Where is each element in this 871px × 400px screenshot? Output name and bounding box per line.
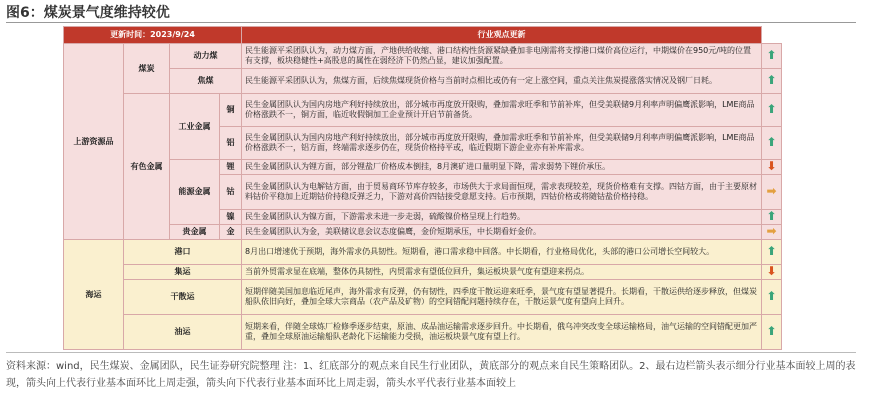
trend-cell bbox=[762, 127, 782, 160]
table-row bbox=[64, 265, 782, 280]
table-row bbox=[64, 69, 782, 94]
view-text: 8月出口增速优于预期，海外需求仍具韧性。短期看，港口需求稳中回落。中长期看，行业格局优化，头部的港口公司增长空间较大。 bbox=[242, 240, 762, 265]
arrow-down-icon: ⬇ bbox=[766, 264, 777, 278]
table-row bbox=[64, 160, 782, 175]
view-text: 民生金属团队认为镍方面，下游需求未进一步走弱，硫酸镍价格呈现上行趋势。 bbox=[242, 210, 762, 225]
view-text: 民生金属团队认为国内房地产利好持续放出，部分城市再度放开限购，叠加需求旺季和节前补库，但受美联储9月利率声明偏鹰派影响，LME商品价格涨跌不一，铜方面，临近收假铜加工企业预计开启节前备货。 bbox=[242, 94, 762, 127]
arrow-down-icon: ⬇ bbox=[766, 159, 777, 173]
arrow-up-icon: ⬆ bbox=[766, 135, 777, 149]
trend-cell bbox=[762, 210, 782, 225]
table-row bbox=[64, 315, 782, 350]
view-text: 民生金属团队认为锂方面，部分锂盐厂价格成本倒挂，8月澳矿进口量明显下降，需求弱势下锂价承压。 bbox=[242, 160, 762, 175]
view-title: 行业观点更新 bbox=[242, 27, 762, 44]
item-label: 集运 bbox=[124, 265, 242, 280]
arrow-right-icon: ➡ bbox=[766, 224, 777, 238]
item-label: 锂 bbox=[220, 160, 242, 175]
section-industrial-metals: 工业金属 bbox=[170, 94, 220, 160]
footer-rule bbox=[6, 352, 856, 353]
arrow-up-icon: ⬆ bbox=[766, 289, 777, 303]
view-text: 短期伴随美国加息临近尾声，海外需求有反弹，仍有韧性，四季度干散运迎来旺季，景气度有望显著提升。长期看，干散运供给逐步释放，但煤炭船队依旧向好，叠加全球大宗商品（农产品及矿物）的空间错配问题持续存在，干散运景气度有望向上回升。 bbox=[242, 280, 762, 315]
table-row bbox=[64, 280, 782, 315]
arrow-up-icon: ⬆ bbox=[766, 48, 777, 62]
item-label: 金 bbox=[220, 225, 242, 240]
item-label: 焦煤 bbox=[170, 69, 242, 94]
section-precious-metals: 贵金属 bbox=[170, 225, 220, 240]
item-label: 铝 bbox=[220, 127, 242, 160]
trend-cell bbox=[762, 175, 782, 210]
table-row bbox=[64, 240, 782, 265]
trend-cell bbox=[762, 69, 782, 94]
title-rule bbox=[6, 22, 856, 23]
section-upstream: 上游资源品 bbox=[64, 44, 124, 240]
source-note: 资料来源：wind，民生煤炭、金属团队，民生证券研究院整理 注：1、红底部分的观点来自民生行业团队，黄底部分的观点来自民生策略团队。2、最右边栏箭头表示细分行业基本面较上周的表现，箭头向上代表行业基本面环比上周走强，箭头向下代表行业基本面环比上周走弱，箭头水平代表行业基本面较上 bbox=[6, 361, 856, 389]
trend-cell bbox=[762, 265, 782, 280]
section-coal: 煤炭 bbox=[124, 44, 170, 94]
figure-title: 图6：煤炭景气度维持较优 bbox=[6, 5, 170, 21]
item-label: 钴 bbox=[220, 175, 242, 210]
section-shipping: 海运 bbox=[64, 240, 124, 350]
view-text: 民生能源平采团队认为，动力煤方面，产地供给收缩、港口结构性货源紧缺叠加非电刚需将支撑港口煤价高位运行，中期煤价在950元/吨的位置有支撑，板块稳健性+高股息的属性在弱经济下仍然凸显，建议加强配置。 bbox=[242, 44, 762, 69]
section-energy-metals: 能源金属 bbox=[170, 160, 220, 225]
section-nonferrous: 有色金属 bbox=[124, 94, 170, 240]
industry-view-table bbox=[63, 26, 782, 350]
view-text: 民生能源平采团队认为，焦煤方面，后续焦煤现货价格与当前时点相比或仍有一定上涨空间，重点关注焦炭提涨落实情况及钢厂日耗。 bbox=[242, 69, 762, 94]
arrow-right-icon: ➡ bbox=[766, 184, 777, 198]
arrow-up-icon: ⬆ bbox=[766, 209, 777, 223]
table-row bbox=[64, 44, 782, 69]
table-row bbox=[64, 94, 782, 127]
trend-cell bbox=[762, 280, 782, 315]
item-label: 干散运 bbox=[124, 280, 242, 315]
trend-cell bbox=[762, 315, 782, 350]
view-text: 民生金属团队认为电解钴方面，由于贸易商环节库存较多，市场供大于求局面恒现，需求表现较差，现货价格难有支撑。四钴方面，由于主要原材料钴价平稳加上近期钴价持稳反弹乏力，下游对高价四钴接受意愿支持。后市预期，四钴价格或将随钴盐价格持稳。 bbox=[242, 175, 762, 210]
view-text: 民生金属团队认为国内房地产利好持续放出，部分城市再度放开限购，叠加需求旺季和节前补库，但受美联储9月利率声明偏鹰派影响，LME商品价格涨跌不一，铝方面，终端需求逐步仍在，现货价格持平或，临近假期下游企业亦有补库需求。 bbox=[242, 127, 762, 160]
item-label: 铜 bbox=[220, 94, 242, 127]
item-label: 油运 bbox=[124, 315, 242, 350]
table-header bbox=[64, 27, 782, 44]
update-time: 更新时间：2023/9/24 bbox=[64, 27, 242, 44]
trend-cell bbox=[762, 94, 782, 127]
trend-cell bbox=[762, 44, 782, 69]
trend-cell bbox=[762, 160, 782, 175]
table-row bbox=[64, 225, 782, 240]
trend-cell bbox=[762, 240, 782, 265]
view-text: 当前外贸需求显在底端，整体仍具韧性，内贸需求有望低位回升，集运板块景气度有望迎来拐点。 bbox=[242, 265, 762, 280]
arrow-up-icon: ⬆ bbox=[766, 244, 777, 258]
item-label: 镍 bbox=[220, 210, 242, 225]
view-text: 民生金属团队认为金，美联储议息会议态度偏鹰，金价短期承压，中长期看好金价。 bbox=[242, 225, 762, 240]
arrow-up-icon: ⬆ bbox=[766, 102, 777, 116]
trend-cell bbox=[762, 225, 782, 240]
arrow-up-icon: ⬆ bbox=[766, 73, 777, 87]
item-label: 港口 bbox=[124, 240, 242, 265]
item-label: 动力煤 bbox=[170, 44, 242, 69]
view-text: 短期来看，伴随全球炼厂检修季逐步结束，原油、成品油运输需求逐步回升。中长期看，俄乌冲突改变全球运输格局，油气运输的空间错配更加严重，叠加全球原油运输船队老龄化下运输能力受损，油运板块景气度有望上行。 bbox=[242, 315, 762, 350]
arrow-up-icon: ⬆ bbox=[766, 324, 777, 338]
